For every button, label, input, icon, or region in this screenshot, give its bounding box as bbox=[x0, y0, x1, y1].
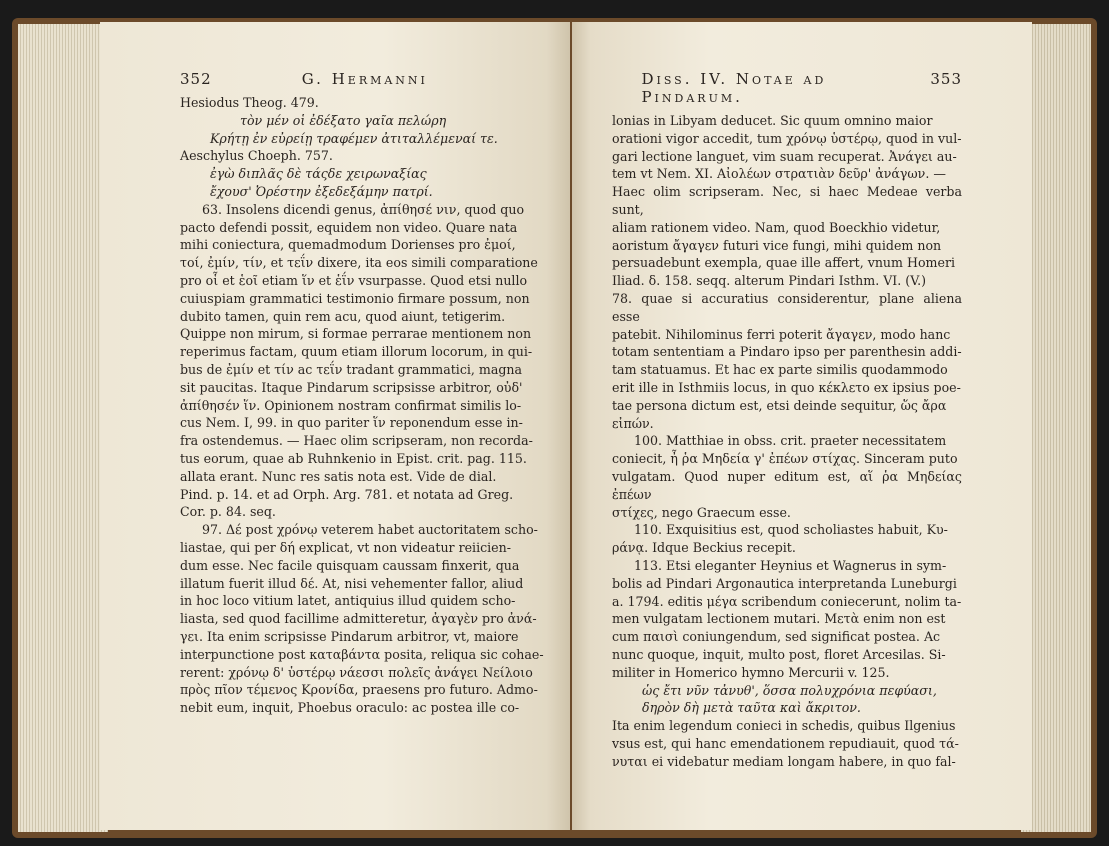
text-line: Iliad. δ. 158. seqq. alterum Pindari Isthm. VI. (V.) bbox=[612, 273, 927, 289]
text-line: Quippe non mirum, si formae perrarae mentionem non bbox=[180, 326, 532, 342]
text-line: aoristum ἄγαγεν futuri vice fungi, mihi quidem non bbox=[612, 237, 942, 253]
text-line: Aeschylus Choeph. 757. bbox=[180, 148, 333, 164]
text-line: tae persona dictum est, etsi deinde sequitur, ὥς ἄρα bbox=[612, 397, 947, 413]
text-line: εἰπών. bbox=[612, 415, 654, 431]
text-line: vsus est, qui hanc emendationem repudiauit, quod τά- bbox=[612, 735, 959, 751]
text-line: mihi coniectura, quemadmodum Dorienses pro ἐμοί, bbox=[180, 237, 516, 253]
text-line: Hesiodus Theog. 479. bbox=[180, 95, 319, 110]
verse-line: ἔχουσ' Ὀρέστην ἐξεδεξάμην πατρί. bbox=[210, 183, 433, 199]
text-line: ἀπίθησέν ἵν. Opinionem nostram confirmat similis lo- bbox=[180, 397, 522, 413]
text-line: lonias in Libyam deducet. Sic quum omnino maior bbox=[612, 113, 933, 128]
verse-line: δηρὸν δὴ μετὰ ταῦτα καὶ ἄκριτον. bbox=[642, 700, 861, 716]
text-line: cum παισὶ coniungendum, sed significat postea. Ac bbox=[612, 629, 941, 645]
left-body-text bbox=[180, 94, 548, 717]
text-line: tus eorum, quae ab Ruhnkenio in Epist. crit. pag. 115. bbox=[180, 450, 527, 466]
text-line: Ita enim legendum conieci in schedis, quibus Ilgenius bbox=[612, 718, 956, 734]
text-line: coniecit, ἦ ῥα Μηδεία γ' ἐπέων στίχας. Sinceram puto bbox=[612, 451, 958, 467]
text-line: nebit eum, inquit, Phoebus oraculo: ac postea ille co- bbox=[180, 700, 520, 716]
text-line: 97. Δέ post χρόνῳ veterem habet auctoritatem scho- bbox=[202, 522, 538, 538]
left-header bbox=[180, 70, 548, 88]
text-line: orationi vigor accedit, tum χρόνῳ ὑστέρῳ, quod in vul- bbox=[612, 130, 962, 146]
text-line: pro οἷ et ἑοῖ etiam ἵν et ἑΐν vsurpasse. Quod etsi nullo bbox=[180, 272, 528, 288]
text-line: persuadebunt exempla, quae ille affert, vnum Homeri bbox=[612, 255, 955, 271]
verse-line: ἐγὼ διπλᾶς δὲ τάςδε χειρωναξίας bbox=[210, 166, 427, 182]
text-line: allata erant. Nunc res satis nota est. Vide de dial. bbox=[180, 468, 497, 484]
left-page bbox=[100, 22, 570, 830]
text-line: νυται ei videbatur mediam longam habere, in quo fal- bbox=[612, 753, 956, 769]
text-line: aliam rationem video. Nam, quod Boeckhio videtur, bbox=[612, 219, 941, 235]
text-line: liasta, sed quod facillime admitteretur, ἀγαγὲν pro ἀνά- bbox=[180, 611, 537, 627]
page-edges-left bbox=[18, 24, 108, 832]
text-line: liastae, qui per δή explicat, vt non videatur reiicien- bbox=[180, 539, 512, 555]
text-line: interpunctione post καταβάντα posita, reliqua sic cohae- bbox=[180, 646, 544, 662]
text-line: erit ille in Isthmiis locus, in quo κέκλετο ex ipsius poe- bbox=[612, 379, 961, 395]
text-line: vulgatam. Quod nuper editum est, αἵ ῥα Μηδείας ἐπέων bbox=[612, 468, 962, 502]
verse-line: τὸν μέν οἱ ἐδέξατο γαῖα πελώρη bbox=[240, 112, 447, 128]
text-line: gari lectione languet, vim suam recuperat. Ἀνάγει au- bbox=[612, 148, 957, 164]
text-line: Cor. p. 84. seq. bbox=[180, 504, 276, 520]
text-line: Pind. p. 14. et ad Orph. Arg. 781. et notata ad Greg. bbox=[180, 486, 514, 502]
text-line: στίχες, nego Graecum esse. bbox=[612, 504, 791, 520]
text-line: fra ostendemus. — Haec olim scripseram, non recorda- bbox=[180, 433, 533, 449]
verse-line: Κρήτῃ ἐν εὐρείῃ τραφέμεν ἀτιταλλέμεναί τε. bbox=[210, 130, 498, 146]
text-line: tem vt Nem. XI. Αἰολέων στρατιὰν δεῦρ' ἀνάγων. — bbox=[612, 166, 946, 182]
right-body-text bbox=[612, 112, 962, 770]
left-running-head: G. Hermanni bbox=[301, 70, 428, 88]
text-line: pacto defendi possit, equidem non video. Quare nata bbox=[180, 219, 518, 235]
text-line: militer in Homerico hymno Mercurii v. 125. bbox=[612, 664, 890, 680]
text-line: 110. Exquisitius est, quod scholiastes habuit, Κυ- bbox=[634, 522, 948, 538]
text-line: τοί, ἐμίν, τίν, et τεΐν dixere, ita eos simili comparatione bbox=[180, 255, 538, 271]
text-line: 100. Matthiae in obss. crit. praeter necessitatem bbox=[634, 433, 947, 449]
text-line: totam sententiam a Pindaro ipso per parenthesin addi- bbox=[612, 344, 962, 360]
text-line: tam statuamus. Et hac ex parte similis quodammodo bbox=[612, 362, 948, 378]
text-line: reperimus factam, quum etiam illorum locorum, in qui- bbox=[180, 344, 533, 360]
text-line: cus Nem. I, 99. in quo pariter ἵν reponendum esse in- bbox=[180, 415, 523, 431]
right-page bbox=[572, 22, 1032, 830]
text-line: men vulgatam lectionem mutari. Μετὰ enim non est bbox=[612, 611, 946, 627]
text-line: 113. Etsi eleganter Heynius et Wagnerus in sym- bbox=[634, 557, 947, 573]
text-line: ράνᾳ. Idque Beckius recepit. bbox=[612, 540, 796, 556]
verse-line: ὡς ἔτι νῦν τἀνυθ', ὅσσα πολυχρόνια πεφύασι, bbox=[642, 682, 937, 698]
text-line: 78. quae si accuratius considerentur, plane aliena esse bbox=[612, 290, 962, 324]
text-line: nunc quoque, inquit, multo post, floret Arcesilas. Si- bbox=[612, 646, 946, 662]
text-line: 63. Insolens dicendi genus, ἀπίθησέ νιν, quod quo bbox=[202, 201, 525, 217]
text-line: rerent: χρόνῳ δ' ὑστέρῳ νάεσσι πολεῖς ἀνάγει Νείλοιο bbox=[180, 664, 533, 680]
text-line: πρὸς πῖον τέμενος Κρονίδα, praesens pro futuro. Admo- bbox=[180, 682, 538, 698]
text-line: dum esse. Nec facile quisquam caussam finxerit, qua bbox=[180, 557, 520, 573]
text-line: γει. Ita enim scripsisse Pindarum arbitror, vt, maiore bbox=[180, 628, 519, 644]
text-line: bolis ad Pindari Argonautica interpretanda Luneburgi bbox=[612, 575, 957, 591]
text-line: cuiuspiam grammatici testimonio firmare possum, non bbox=[180, 290, 530, 306]
right-running-head: Diss. IV. Notae ad Pindarum. bbox=[641, 70, 827, 106]
right-header bbox=[612, 70, 962, 106]
left-page-number: 352 bbox=[180, 70, 212, 88]
text-line: Haec olim scripseram. Nec, si haec Medeae verba sunt, bbox=[612, 184, 962, 217]
text-line: sit paucitas. Itaque Pindarum scripsisse arbitror, οὐδ' bbox=[180, 379, 523, 395]
text-line: patebit. Nihilominus ferri poterit ἄγαγεν, modo hanc bbox=[612, 326, 951, 342]
text-line: illatum fuerit illud δέ. At, nisi vehementer fallor, aliud bbox=[180, 575, 524, 591]
text-line: bus de ἐμίν et τίν ac τεΐν tradant grammatici, magna bbox=[180, 361, 523, 377]
text-line: in hoc loco vitium latet, antiquius illud quidem scho- bbox=[180, 593, 516, 609]
right-page-number: 353 bbox=[930, 70, 962, 88]
text-line: a. 1794. editis μέγα scribendum coniecerunt, nolim ta- bbox=[612, 593, 962, 609]
text-line: dubito tamen, quin rem acu, quod aiunt, tetigerim. bbox=[180, 308, 506, 324]
